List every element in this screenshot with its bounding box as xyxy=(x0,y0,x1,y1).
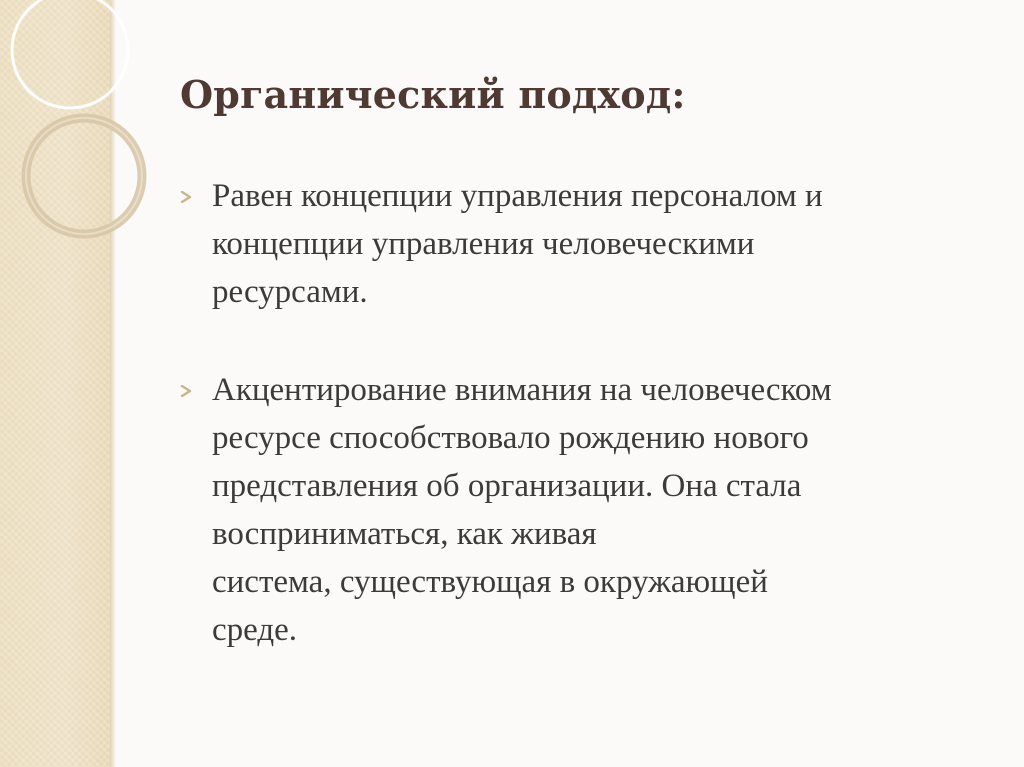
chevron-right-icon xyxy=(180,191,192,203)
bullet-list xyxy=(180,172,980,654)
list-item xyxy=(180,366,980,654)
bullet-line: концепции управления человеческими xyxy=(212,226,755,262)
bullet-line: ресурсе способствовало рождению нового xyxy=(212,420,809,456)
bullet-line: Равен концепции управления персоналом и xyxy=(212,178,823,214)
bullet-line: представления об организации. Она стала xyxy=(212,468,802,504)
bullet-text xyxy=(212,172,980,316)
decorative-rings-icon xyxy=(0,0,160,260)
chevron-right-icon xyxy=(180,385,192,397)
bullet-text xyxy=(212,366,980,654)
bullet-line: ресурсами. xyxy=(212,274,368,310)
bullet-line: система, существующая в окружающей xyxy=(212,564,768,600)
list-item xyxy=(180,172,980,316)
bullet-line: Акцентирование внимания на человеческом xyxy=(212,372,832,408)
bullet-line: восприниматься, как живая xyxy=(212,516,597,552)
page-title: Органический подход: xyxy=(180,72,686,117)
bullet-line: среде. xyxy=(212,612,298,648)
